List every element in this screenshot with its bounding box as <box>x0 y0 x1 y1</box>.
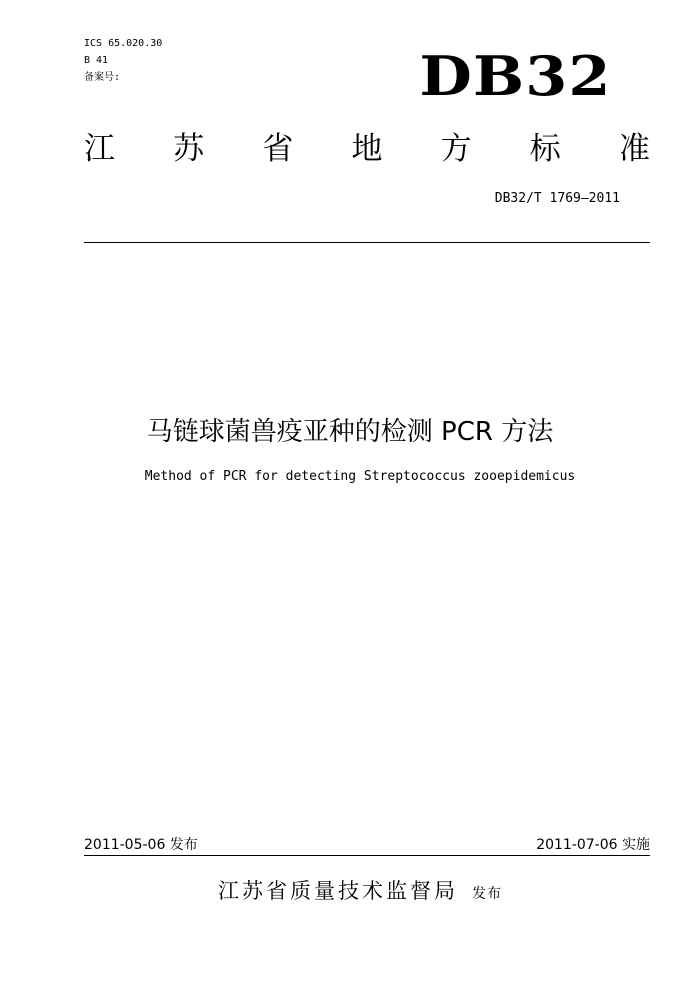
standard-type-char: 方 <box>440 131 472 167</box>
standard-number: DB32/T 1769—2011 <box>494 191 620 206</box>
document-title-chinese: 马链球菌兽疫亚种的检测 PCR 方法 <box>146 417 554 447</box>
standard-type-char: 苏 <box>173 131 205 167</box>
standard-logo: DB32 <box>419 44 612 108</box>
standard-type-char: 江 <box>84 131 115 167</box>
standard-type-char: 省 <box>262 131 294 167</box>
ics-code: ICS 65.020.30 <box>84 38 163 49</box>
classification-code: B 41 <box>84 55 109 66</box>
footer-divider <box>84 855 650 856</box>
record-number-label: 备案号: <box>84 72 121 83</box>
document-title-english: Method of PCR for detecting Streptococcus zooepidemicus <box>144 469 576 484</box>
standard-type-char: 地 <box>351 131 383 167</box>
issue-date: 2011-05-06 发布 <box>84 837 198 853</box>
issuer-suffix: 发布 <box>472 886 502 902</box>
standard-type-heading <box>84 128 650 170</box>
issuer-line <box>0 875 700 910</box>
standard-type-char: 准 <box>618 131 650 167</box>
implementation-date: 2011-07-06 实施 <box>536 837 650 853</box>
issuer-name: 江苏省质量技术监督局 <box>218 879 458 903</box>
standard-type-char: 标 <box>529 131 561 167</box>
header-divider <box>84 242 650 243</box>
